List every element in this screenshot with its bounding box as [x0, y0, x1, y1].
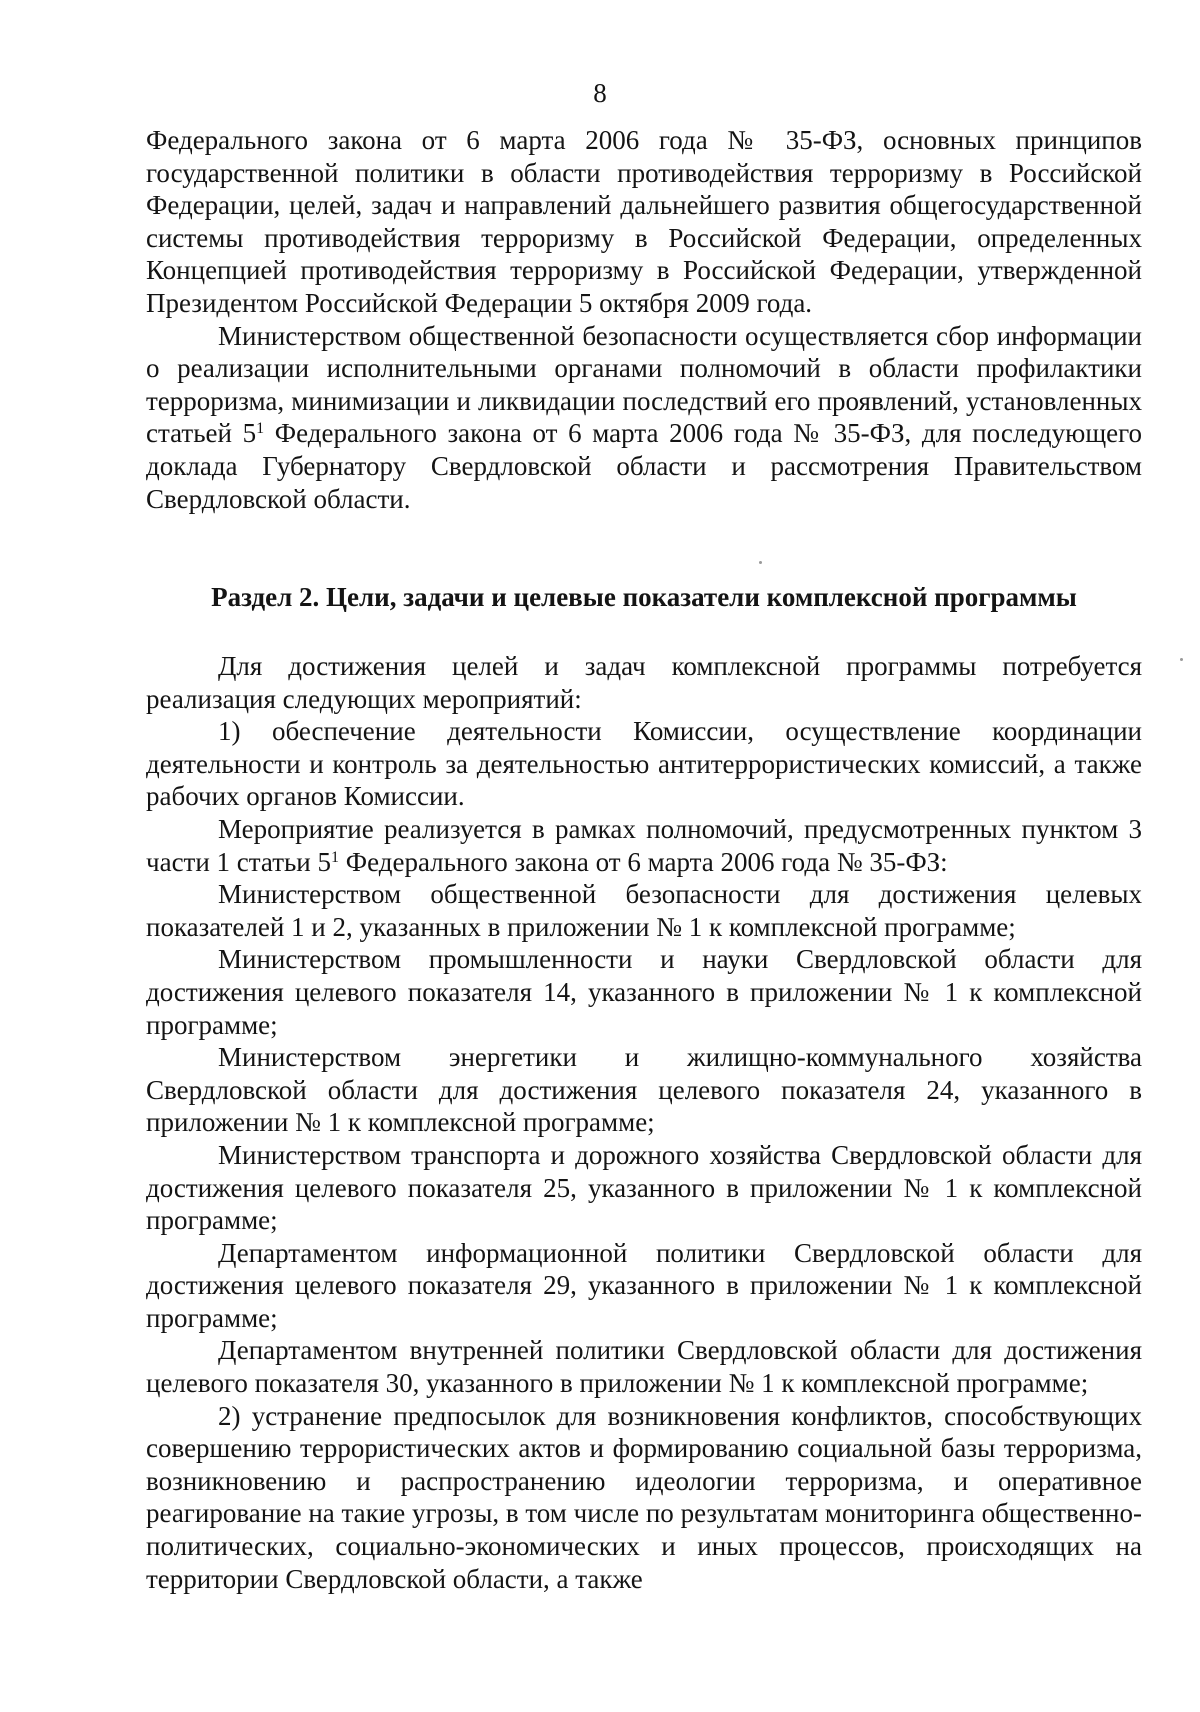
paragraph-dept-information: Департаментом информационной политики Свердловской области для достижения целевого показателя 29, указанного в приложении № 1 к комплексной программе; [146, 1237, 1142, 1333]
paragraph-measure-scope [146, 813, 1142, 878]
paragraph-text: Мероприятие реализуется в рамках полномочий, предусмотренных пунктом 3 части 1 статьи 5 [146, 813, 1142, 877]
page-number: 8 [593, 78, 607, 108]
paragraph-ministry-industry: Министерством промышленности и науки Свердловской области для достижения целевого показателя 14, указанного в приложении № 1 к комплексной программе; [146, 944, 1142, 1040]
superscript-article: 1 [331, 848, 340, 866]
paragraph-intro: Для достижения целей и задач комплексной программы потребуется реализация следующих мероприятий: [146, 651, 1142, 714]
paragraph-information-collection [146, 320, 1142, 516]
scan-speck [759, 561, 762, 564]
paragraph-ministry-energy: Министерством энергетики и жилищно-коммунального хозяйства Свердловской области для достижения целевого показателя 24, указанного в приложении № 1 к комплексной программе; [146, 1042, 1142, 1138]
paragraph-ministry-public-safety: Министерством общественной безопасности для достижения целевых показателей 1 и 2, указанных в приложении № 1 к комплексной программе; [146, 879, 1142, 942]
section-2-text [146, 650, 1142, 1595]
paragraph-item-2: 2) устранение предпосылок для возникновения конфликтов, способствующих совершению террористических актов и формированию социальной базы терроризма, возникновению и распространению идеологии терроризма, и оперативное реагирование на такие угрозы, в том числе по результатам мониторинга общественно-политических, социально-экономических и иных процессов, происходящих на территории Свердловской области, а также [146, 1400, 1142, 1594]
paragraph-dept-internal: Департаментом внутренней политики Свердловской области для достижения целевого показателя 30, указанного в приложении № 1 к комплексной программе; [146, 1335, 1142, 1399]
paragraph-law-principles: Федерального закона от 6 марта 2006 года № 35-ФЗ, основных принципов государственной политики в области противодействия терроризму в Российской Федерации, целей, задач и направлений дальнейшего развития общегосударственной системы противодействия терроризму в Российской Федерации, определенных Концепцией противодействия терроризму в Российской Федерации, утвержденной Президентом Российской Федерации 5 октября 2009 года. [146, 125, 1142, 318]
section-heading: Раздел 2. Цели, задачи и целевые показатели комплексной программы [211, 582, 1077, 612]
paragraph-text: Министерством общественной безопасности осуществляется сбор информации о реализации исполнительными органами полномочий в области профилактики терроризма, минимизации и ликвидации последствий его проявлений, установленных статьей 5 [146, 320, 1142, 449]
paragraph-text: Федерального закона от 6 марта 2006 года № 35-ФЗ: [339, 846, 948, 877]
superscript-article: 1 [256, 420, 265, 438]
paragraph-item-1: 1) обеспечение деятельности Комиссии, осуществление координации деятельности и контроль за деятельностью антитеррористических комиссий, а также рабочих органов Комиссии. [146, 716, 1142, 812]
scan-speck [1180, 658, 1183, 661]
paragraph-text: Федерального закона от 6 марта 2006 года № 35-ФЗ, для последующего доклада Губернатору Свердловской области и рассмотрения Правительством Свердловской области. [146, 418, 1142, 514]
paragraph-ministry-transport: Министерством транспорта и дорожного хозяйства Свердловской области для достижения целевого показателя 25, указанного в приложении № 1 к комплексной программе; [146, 1139, 1142, 1236]
section-1-text [146, 124, 1142, 515]
